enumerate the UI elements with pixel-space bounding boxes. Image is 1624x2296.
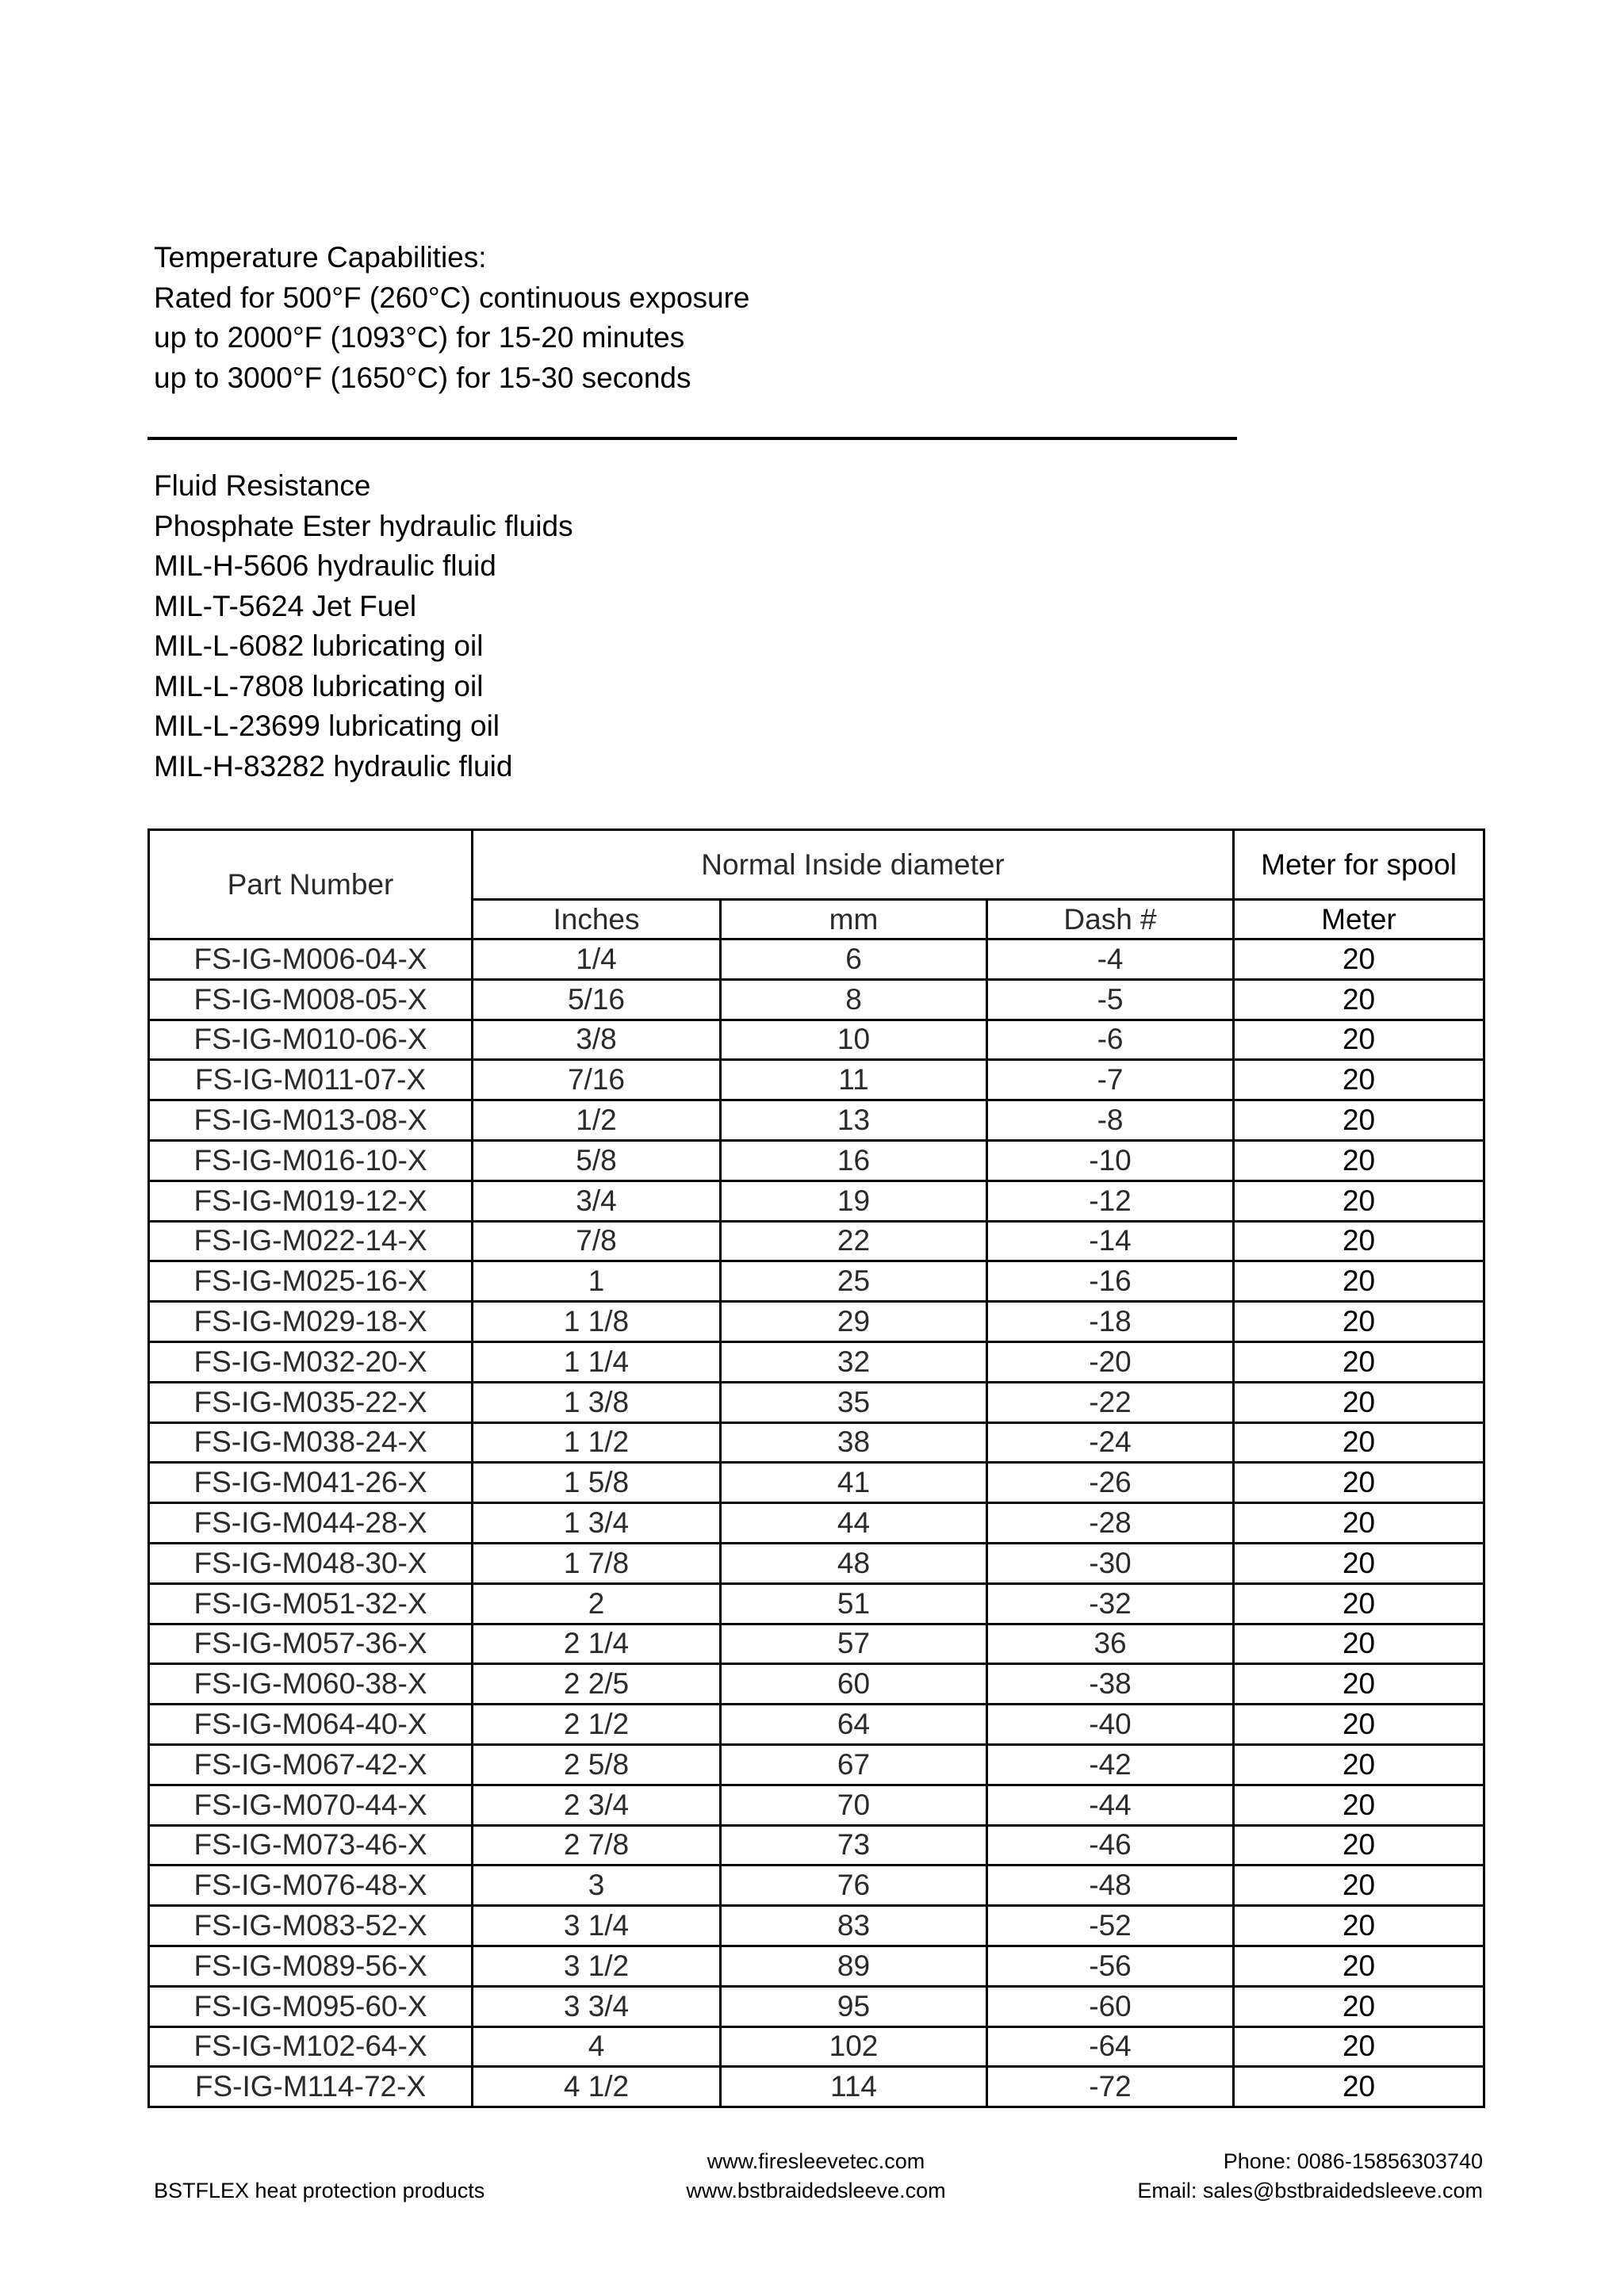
cell-dash: -52 [987, 1906, 1234, 1946]
table-header-row [149, 830, 1484, 900]
table-row [149, 1825, 1484, 1866]
cell-dash: -16 [987, 1261, 1234, 1302]
cell-dash: -10 [987, 1140, 1234, 1181]
cell-part-number: FS-IG-M095-60-X [149, 1986, 473, 2026]
temperature-heading: Temperature Capabilities: [154, 241, 487, 274]
cell-part-number: FS-IG-M102-64-X [149, 2026, 473, 2067]
header-part-number: Part Number [149, 830, 473, 939]
header-mm: mm [721, 900, 987, 939]
table-row [149, 1261, 1484, 1302]
table-row [149, 1583, 1484, 1624]
cell-dash: -44 [987, 1785, 1234, 1825]
cell-dash: -30 [987, 1543, 1234, 1583]
table-row [149, 1020, 1484, 1060]
table-row [149, 2067, 1484, 2107]
header-meter: Meter [1234, 900, 1484, 939]
cell-mm: 51 [721, 1583, 987, 1624]
footer-brand: BSTFLEX heat protection products [154, 2179, 485, 2202]
cell-inches: 7/16 [473, 1060, 721, 1100]
cell-inches: 3 1/4 [473, 1906, 721, 1946]
cell-meter: 20 [1234, 1060, 1484, 1100]
table-row [149, 2026, 1484, 2067]
cell-meter: 20 [1234, 1503, 1484, 1544]
cell-part-number: FS-IG-M010-06-X [149, 1020, 473, 1060]
temperature-capabilities-section [154, 238, 750, 398]
cell-mm: 89 [721, 1946, 987, 1986]
cell-dash: -46 [987, 1825, 1234, 1866]
cell-inches: 2 1/2 [473, 1705, 721, 1745]
cell-mm: 44 [721, 1503, 987, 1544]
cell-meter: 20 [1234, 1382, 1484, 1422]
cell-mm: 102 [721, 2026, 987, 2067]
cell-meter: 20 [1234, 1181, 1484, 1221]
temperature-line: up to 2000°F (1093°C) for 15-20 minutes [154, 321, 685, 354]
cell-mm: 57 [721, 1624, 987, 1664]
cell-inches: 4 1/2 [473, 2067, 721, 2107]
cell-meter: 20 [1234, 1866, 1484, 1906]
cell-mm: 83 [721, 1906, 987, 1946]
footer-website-link[interactable]: www.firesleevetec.com [707, 2149, 925, 2173]
cell-meter: 20 [1234, 1140, 1484, 1181]
fluid-heading: Fluid Resistance [154, 469, 371, 502]
cell-part-number: FS-IG-M060-38-X [149, 1664, 473, 1705]
table-row [149, 1785, 1484, 1825]
cell-inches: 1 3/4 [473, 1503, 721, 1544]
table-row [149, 1060, 1484, 1100]
cell-dash: -12 [987, 1181, 1234, 1221]
cell-mm: 25 [721, 1261, 987, 1302]
cell-dash: -60 [987, 1986, 1234, 2026]
cell-part-number: FS-IG-M011-07-X [149, 1060, 473, 1100]
cell-mm: 13 [721, 1100, 987, 1141]
cell-part-number: FS-IG-M008-05-X [149, 979, 473, 1020]
cell-dash: -14 [987, 1221, 1234, 1261]
cell-dash: -8 [987, 1100, 1234, 1141]
fluid-line: MIL-T-5624 Jet Fuel [154, 589, 417, 622]
cell-meter: 20 [1234, 1664, 1484, 1705]
table-row [149, 1946, 1484, 1986]
cell-inches: 1 1/8 [473, 1302, 721, 1342]
cell-part-number: FS-IG-M048-30-X [149, 1543, 473, 1583]
cell-dash: -42 [987, 1744, 1234, 1785]
cell-dash: -6 [987, 1020, 1234, 1060]
cell-meter: 20 [1234, 1422, 1484, 1463]
cell-meter: 20 [1234, 1341, 1484, 1382]
cell-inches: 4 [473, 2026, 721, 2067]
cell-part-number: FS-IG-M025-16-X [149, 1261, 473, 1302]
cell-inches: 5/8 [473, 1140, 721, 1181]
cell-mm: 32 [721, 1341, 987, 1382]
cell-mm: 60 [721, 1664, 987, 1705]
cell-part-number: FS-IG-M057-36-X [149, 1624, 473, 1664]
cell-mm: 114 [721, 2067, 987, 2107]
cell-mm: 29 [721, 1302, 987, 1342]
cell-part-number: FS-IG-M064-40-X [149, 1705, 473, 1745]
cell-inches: 3 3/4 [473, 1986, 721, 2026]
cell-part-number: FS-IG-M114-72-X [149, 2067, 473, 2107]
table-row [149, 1302, 1484, 1342]
header-dash: Dash # [987, 900, 1234, 939]
cell-mm: 48 [721, 1543, 987, 1583]
table-row [149, 1705, 1484, 1745]
cell-inches: 2 5/8 [473, 1744, 721, 1785]
cell-meter: 20 [1234, 939, 1484, 980]
cell-dash: -56 [987, 1946, 1234, 1986]
cell-inches: 1 3/8 [473, 1382, 721, 1422]
cell-inches: 1/2 [473, 1100, 721, 1141]
cell-inches: 2 3/4 [473, 1785, 721, 1825]
cell-part-number: FS-IG-M016-10-X [149, 1140, 473, 1181]
cell-dash: -18 [987, 1302, 1234, 1342]
temperature-line: up to 3000°F (1650°C) for 15-30 seconds [154, 361, 691, 394]
cell-dash: 36 [987, 1624, 1234, 1664]
cell-inches: 2 7/8 [473, 1825, 721, 1866]
fluid-resistance-section [154, 466, 573, 786]
cell-inches: 3 1/2 [473, 1946, 721, 1986]
table-row [149, 979, 1484, 1020]
cell-mm: 64 [721, 1705, 987, 1745]
table-row [149, 1744, 1484, 1785]
cell-mm: 6 [721, 939, 987, 980]
cell-dash: -48 [987, 1866, 1234, 1906]
cell-part-number: FS-IG-M051-32-X [149, 1583, 473, 1624]
footer-website-link[interactable]: www.bstbraidedsleeve.com [686, 2179, 946, 2202]
cell-meter: 20 [1234, 1946, 1484, 1986]
fluid-line: MIL-L-7808 lubricating oil [154, 669, 484, 702]
cell-part-number: FS-IG-M089-56-X [149, 1946, 473, 1986]
table-row [149, 939, 1484, 980]
table-row [149, 1100, 1484, 1141]
table-row [149, 1866, 1484, 1906]
table-row [149, 1422, 1484, 1463]
cell-mm: 11 [721, 1060, 987, 1100]
cell-inches: 1 5/8 [473, 1463, 721, 1503]
cell-dash: -7 [987, 1060, 1234, 1100]
cell-part-number: FS-IG-M073-46-X [149, 1825, 473, 1866]
cell-inches: 1 1/2 [473, 1422, 721, 1463]
cell-mm: 16 [721, 1140, 987, 1181]
cell-part-number: FS-IG-M083-52-X [149, 1906, 473, 1946]
cell-part-number: FS-IG-M067-42-X [149, 1744, 473, 1785]
cell-inches: 2 [473, 1583, 721, 1624]
cell-inches: 3/8 [473, 1020, 721, 1060]
cell-mm: 10 [721, 1020, 987, 1060]
cell-inches: 7/8 [473, 1221, 721, 1261]
page-footer [0, 2147, 1624, 2218]
cell-part-number: FS-IG-M029-18-X [149, 1302, 473, 1342]
cell-meter: 20 [1234, 1906, 1484, 1946]
cell-dash: -72 [987, 2067, 1234, 2107]
table-row [149, 1341, 1484, 1382]
cell-meter: 20 [1234, 1543, 1484, 1583]
cell-part-number: FS-IG-M013-08-X [149, 1100, 473, 1141]
cell-dash: -28 [987, 1503, 1234, 1544]
fluid-line: MIL-L-23699 lubricating oil [154, 710, 500, 742]
table-row [149, 1664, 1484, 1705]
spec-table [147, 828, 1485, 2108]
fluid-line: MIL-L-6082 lubricating oil [154, 629, 484, 662]
table-row [149, 1503, 1484, 1544]
cell-meter: 20 [1234, 1624, 1484, 1664]
cell-inches: 1 7/8 [473, 1543, 721, 1583]
cell-dash: -4 [987, 939, 1234, 980]
cell-part-number: FS-IG-M035-22-X [149, 1382, 473, 1422]
cell-inches: 2 1/4 [473, 1624, 721, 1664]
table-row [149, 1463, 1484, 1503]
fluid-line: Phosphate Ester hydraulic fluids [154, 509, 573, 542]
cell-mm: 8 [721, 979, 987, 1020]
cell-mm: 19 [721, 1181, 987, 1221]
cell-mm: 73 [721, 1825, 987, 1866]
cell-part-number: FS-IG-M070-44-X [149, 1785, 473, 1825]
cell-part-number: FS-IG-M022-14-X [149, 1221, 473, 1261]
cell-inches: 1/4 [473, 939, 721, 980]
cell-mm: 38 [721, 1422, 987, 1463]
cell-part-number: FS-IG-M019-12-X [149, 1181, 473, 1221]
cell-dash: -38 [987, 1664, 1234, 1705]
cell-mm: 22 [721, 1221, 987, 1261]
cell-inches: 3/4 [473, 1181, 721, 1221]
fluid-line: MIL-H-83282 hydraulic fluid [154, 749, 513, 783]
cell-mm: 67 [721, 1744, 987, 1785]
cell-meter: 20 [1234, 1705, 1484, 1745]
cell-meter: 20 [1234, 979, 1484, 1020]
table-row [149, 1140, 1484, 1181]
table-row [149, 1906, 1484, 1946]
cell-meter: 20 [1234, 1463, 1484, 1503]
cell-meter: 20 [1234, 1020, 1484, 1060]
cell-meter: 20 [1234, 1986, 1484, 2026]
cell-part-number: FS-IG-M044-28-X [149, 1503, 473, 1544]
header-normal-inside-diameter: Normal Inside diameter [473, 830, 1234, 900]
table-row [149, 1181, 1484, 1221]
cell-dash: -64 [987, 2026, 1234, 2067]
cell-inches: 2 2/5 [473, 1664, 721, 1705]
section-divider [147, 437, 1237, 440]
cell-meter: 20 [1234, 2026, 1484, 2067]
cell-dash: -24 [987, 1422, 1234, 1463]
cell-meter: 20 [1234, 2067, 1484, 2107]
cell-part-number: FS-IG-M041-26-X [149, 1463, 473, 1503]
cell-part-number: FS-IG-M032-20-X [149, 1341, 473, 1382]
header-inches: Inches [473, 900, 721, 939]
cell-part-number: FS-IG-M038-24-X [149, 1422, 473, 1463]
cell-meter: 20 [1234, 1825, 1484, 1866]
table-row [149, 1543, 1484, 1583]
table-row [149, 1382, 1484, 1422]
cell-part-number: FS-IG-M006-04-X [149, 939, 473, 980]
cell-dash: -40 [987, 1705, 1234, 1745]
cell-meter: 20 [1234, 1221, 1484, 1261]
cell-inches: 3 [473, 1866, 721, 1906]
table-row [149, 1624, 1484, 1664]
cell-mm: 41 [721, 1463, 987, 1503]
fluid-line: MIL-H-5606 hydraulic fluid [154, 549, 496, 582]
header-meter-for-spool: Meter for spool [1234, 830, 1484, 900]
cell-dash: -26 [987, 1463, 1234, 1503]
cell-mm: 35 [721, 1382, 987, 1422]
table-row [149, 1221, 1484, 1261]
cell-dash: -22 [987, 1382, 1234, 1422]
cell-meter: 20 [1234, 1100, 1484, 1141]
cell-mm: 76 [721, 1866, 987, 1906]
cell-inches: 5/16 [473, 979, 721, 1020]
table-row [149, 1986, 1484, 2026]
footer-phone: Phone: 0086-15856303740 [1223, 2149, 1483, 2173]
footer-email[interactable]: Email: sales@bstbraidedsleeve.com [1137, 2179, 1483, 2202]
cell-meter: 20 [1234, 1583, 1484, 1624]
cell-meter: 20 [1234, 1261, 1484, 1302]
cell-meter: 20 [1234, 1302, 1484, 1342]
cell-dash: -5 [987, 979, 1234, 1020]
cell-mm: 70 [721, 1785, 987, 1825]
temperature-line: Rated for 500°F (260°C) continuous exposure [154, 281, 750, 314]
cell-dash: -32 [987, 1583, 1234, 1624]
cell-inches: 1 [473, 1261, 721, 1302]
cell-meter: 20 [1234, 1744, 1484, 1785]
cell-dash: -20 [987, 1341, 1234, 1382]
cell-part-number: FS-IG-M076-48-X [149, 1866, 473, 1906]
cell-mm: 95 [721, 1986, 987, 2026]
cell-meter: 20 [1234, 1785, 1484, 1825]
cell-inches: 1 1/4 [473, 1341, 721, 1382]
